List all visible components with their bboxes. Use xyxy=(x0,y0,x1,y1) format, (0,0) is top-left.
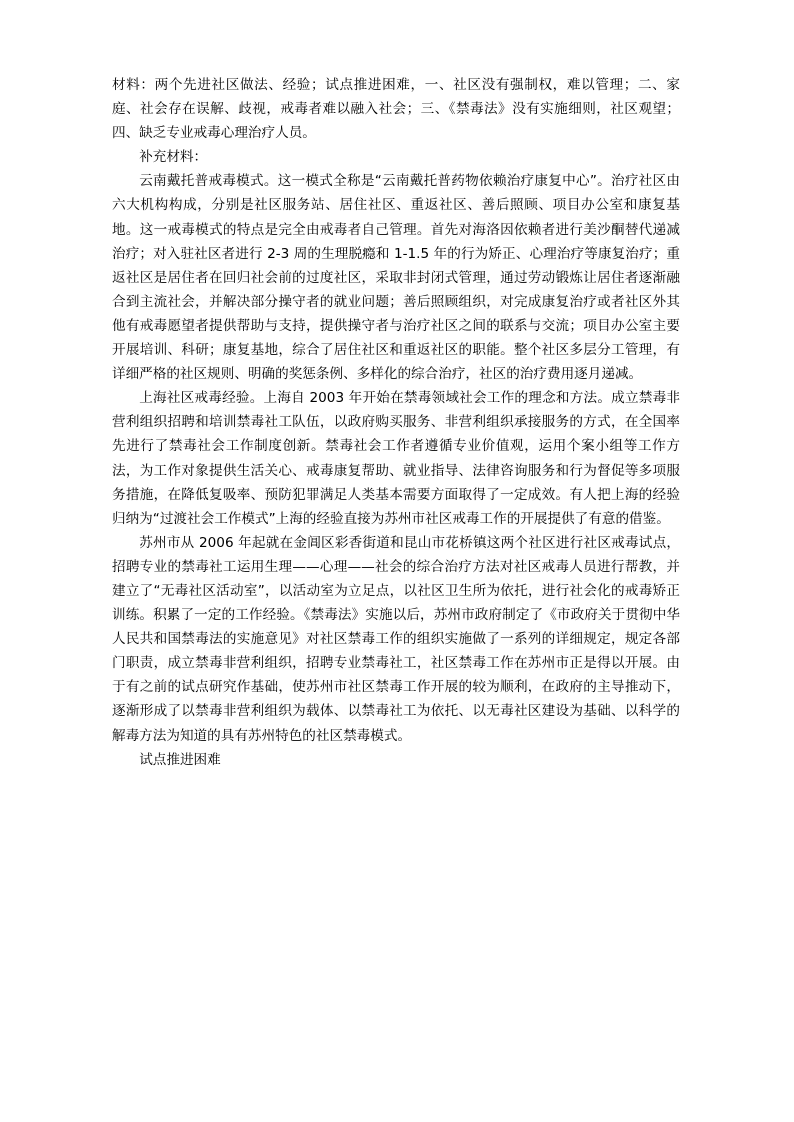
paragraph-suzhou-pilot: 苏州市从 2006 年起就在金阊区彩香街道和昆山市花桥镇这两个社区进行社区戒毒试点，招聘专业的禁毒社工运用生理——心理——社会的综合治疗方法对社区戒毒人员进行帮教，并建立了“无毒社区活动室”，以活动室为立足点，以社区卫生所为依托，进行社会化的戒毒矫正训练。积累了一定的工作经验。《禁毒法》实施以后，苏州市政府制定了《市政府关于贯彻中华人民共和国禁毒法的实施意见》对社区禁毒工作的组织实施做了一系列的详细规定，规定各部门职责，成立禁毒非营利组织，招聘专业禁毒社工，社区禁毒工作在苏州市正是得以开展。由于有之前的试点研究作基础，使苏州市社区禁毒工作开展的较为顺利，在政府的主导推动下，逐渐形成了以禁毒非营利组织为载体、以禁毒社工为依托、以无毒社区建设为基础、以科学的解毒方法为知道的具有苏州特色的社区禁毒模式。 xyxy=(112,534,680,744)
paragraph-pilot-difficulties-heading: 试点推进困难 xyxy=(139,751,221,768)
paragraph-shanghai-experience: 上海社区戒毒经验。上海自 2003 年开始在禁毒领域社会工作的理念和方法。成立禁毒非营利组织招聘和培训禁毒社工队伍，以政府购买服务、非营利组织承接服务的方式，在全国率先进行了禁毒社会工作制度创新。禁毒社会工作者遵循专业价值观，运用个案小组等工作方法，为工作对象提供生活关心、戒毒康复帮助、就业指导、法律咨询服务和行为督促等多项服务措施，在降低复吸率、预防犯罪满足人类基本需要方面取得了一定成效。有人把上海的经验归纳为“过渡社会工作模式”上海的经验直接为苏州市社区戒毒工作的开展提供了有意的借鉴。 xyxy=(112,390,680,527)
document-body xyxy=(112,73,680,772)
paragraph-yunnan-model: 云南戴托普戒毒模式。这一模式全称是“云南戴托普药物依赖治疗康复中心”。治疗社区由六大机构构成，分别是社区服务站、居住社区、重返社区、善后照顾、项目办公室和康复基地。这一戒毒模式的特点是完全由戒毒者自己管理。首先对海洛因依赖者进行美沙酮替代递减治疗；对入驻社区者进行 2-3 周的生理脱瘾和 1-1.5 年的行为矫正、心理治疗等康复治疗；重返社区是居住者在回归社会前的过度社区，采取非封闭式管理，通过劳动锻炼让居住者逐渐融合到主流社会，并解决部分操守者的就业问题；善后照顾组织，对完成康复治疗或者社区外其他有戒毒愿望者提供帮助与支持，提供操守者与治疗社区之间的联系与交流；项目办公室主要开展培训、科研；康复基地，综合了居住社区和重返社区的职能。整个社区多层分工管理，有详细严格的社区规则、明确的奖惩条例、多样化的综合治疗，社区的治疗费用逐月递减。 xyxy=(112,173,680,383)
paragraph-materials: 材料：两个先进社区做法、经验；试点推进困难，一、社区没有强制权，难以管理；二、家庭、社会存在误解、歧视，戒毒者难以融入社会；三、《禁毒法》没有实施细则，社区观望；四、缺乏专业戒毒心理治疗人员。 xyxy=(112,77,680,142)
paragraph-supplement-heading: 补充材料： xyxy=(139,149,208,166)
